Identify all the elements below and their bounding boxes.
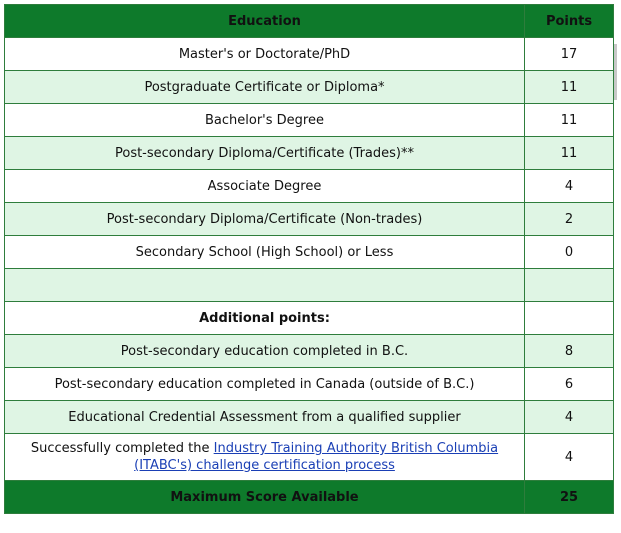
row-label: Secondary School (High School) or Less xyxy=(5,236,525,269)
row-label: Post-secondary Diploma/Certificate (Non-trades) xyxy=(5,203,525,236)
row-points: 4 xyxy=(525,170,614,203)
row-label: Associate Degree xyxy=(5,170,525,203)
row-points xyxy=(525,302,614,335)
row-points: 11 xyxy=(525,71,614,104)
row-label: Master's or Doctorate/PhD xyxy=(5,38,525,71)
row-points: 2 xyxy=(525,203,614,236)
row-points: 4 xyxy=(525,434,614,481)
row-points: 0 xyxy=(525,236,614,269)
additional-points-heading: Additional points: xyxy=(5,302,525,335)
points-header: Points xyxy=(525,5,614,38)
row-label: Bachelor's Degree xyxy=(5,104,525,137)
maximum-score-value: 25 xyxy=(525,481,614,514)
table-row xyxy=(5,104,614,137)
additional-points-heading-row xyxy=(5,302,614,335)
row-label: Educational Credential Assessment from a qualified supplier xyxy=(5,401,525,434)
row-points xyxy=(525,269,614,302)
row-label xyxy=(5,269,525,302)
row-points: 8 xyxy=(525,335,614,368)
table-footer-row xyxy=(5,481,614,514)
row-label: Post-secondary Diploma/Certificate (Trades)** xyxy=(5,137,525,170)
scrollbar-edge xyxy=(614,44,617,100)
table-row xyxy=(5,38,614,71)
education-header: Education xyxy=(5,5,525,38)
row-points: 6 xyxy=(525,368,614,401)
row-label: Post-secondary education completed in Canada (outside of B.C.) xyxy=(5,368,525,401)
row-points: 17 xyxy=(525,38,614,71)
table-header-row xyxy=(5,5,614,38)
row-points: 4 xyxy=(525,401,614,434)
row-label xyxy=(5,434,525,481)
row-points: 11 xyxy=(525,104,614,137)
table-row-empty xyxy=(5,269,614,302)
maximum-score-label: Maximum Score Available xyxy=(5,481,525,514)
table-row xyxy=(5,335,614,368)
table-row-itabc xyxy=(5,434,614,481)
table-row xyxy=(5,236,614,269)
table-row xyxy=(5,401,614,434)
itabc-link[interactable]: Industry Training Authority British Columbia (ITABC's) challenge certification process xyxy=(134,441,499,473)
row-label: Post-secondary education completed in B.C. xyxy=(5,335,525,368)
table-row xyxy=(5,137,614,170)
row-label: Postgraduate Certificate or Diploma* xyxy=(5,71,525,104)
table-row xyxy=(5,203,614,236)
education-points-table xyxy=(4,4,614,514)
table-row xyxy=(5,170,614,203)
row-points: 11 xyxy=(525,137,614,170)
table-row xyxy=(5,71,614,104)
itabc-prefix: Successfully completed the xyxy=(30,441,214,456)
table-row xyxy=(5,368,614,401)
